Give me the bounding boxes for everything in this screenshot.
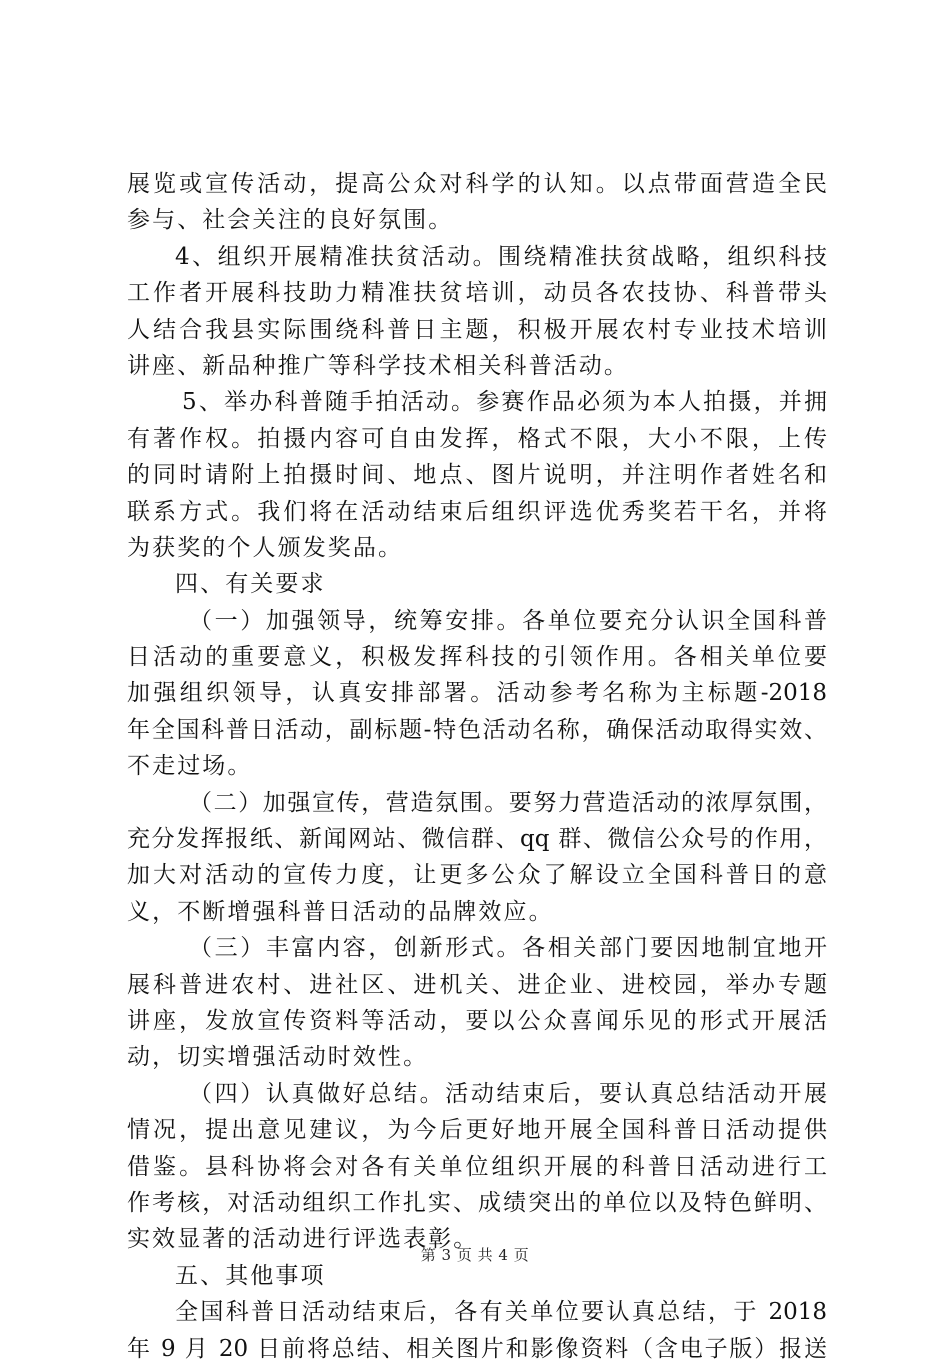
text-line: （四）认真做好总结。活动结束后，要认真总结活动开展 (189, 1080, 827, 1107)
text-line: 讲座，发放宣传资料等活动，要以公众喜闻乐见的形式开展活 (127, 1007, 827, 1034)
text-line: 日活动的重要意义，积极发挥科技的引领作用。各相关单位要 (127, 644, 827, 671)
text-line: 展科普进农村、进社区、进机关、进企业、进校园，举办专题 (127, 971, 827, 998)
text-line: 五、其他事项 (175, 1262, 326, 1289)
text-line: 加强组织领导，认真安排部署。活动参考名称为主标题-2018 (127, 680, 827, 707)
text-line: 年全国科普日活动，副标题-特色活动名称，确保活动取得实效、 (127, 716, 827, 743)
text-line: 工作者开展科技助力精准扶贫培训，动员各农技协、科普带头 (127, 280, 827, 307)
text-line: 不走过场。 (127, 753, 253, 780)
text-line: 为获奖的个人颁发奖品。 (127, 534, 404, 561)
text-line: 动，切实增强活动时效性。 (127, 1044, 429, 1071)
text-line: 联系方式。我们将在活动结束后组织评选优秀奖若干名，并将 (127, 498, 827, 525)
page-number-footer: 第 3 页 共 4 页 (420, 1246, 530, 1264)
text-line: 情况，提出意见建议，为今后更好地开展全国科普日活动提供 (127, 1117, 827, 1144)
text-line: 义，不断增强科普日活动的品牌效应。 (127, 898, 554, 925)
text-line: 有著作权。拍摄内容可自由发挥，格式不限，大小不限，上传 (127, 425, 827, 452)
text-line: 人结合我县实际围绕科普日主题，积极开展农村专业技术培训 (127, 316, 827, 343)
document-body (127, 166, 827, 1367)
text-line: 四、有关要求 (175, 571, 326, 598)
text-line: 作考核，对活动组织工作扎实、成绩突出的单位以及特色鲜明、 (127, 1189, 827, 1216)
text-line: 充分发挥报纸、新闻网站、微信群、qq 群、微信公众号的作用， (127, 826, 827, 853)
text-line: 展览或宣传活动，提高公众对科学的认知。以点带面营造全民 (127, 171, 827, 197)
text-line: 全国科普日活动结束后，各有关单位要认真总结，于 2018 (175, 1299, 827, 1326)
text-line: 的同时请附上拍摄时间、地点、图片说明，并注明作者姓名和 (127, 462, 827, 489)
text-line: 借鉴。县科协将会对各有关单位组织开展的科普日活动进行工 (127, 1153, 827, 1180)
text-line: 5、举办科普随手拍活动。参赛作品必须为本人拍摄，并拥 (182, 389, 827, 416)
text-line: 讲座、新品种推广等科学技术相关科普活动。 (127, 352, 629, 379)
text-line: （一）加强领导，统筹安排。各单位要充分认识全国科普 (189, 607, 827, 634)
text-line: （三）丰富内容，创新形式。各相关部门要因地制宜地开 (189, 935, 827, 962)
text-line: （二）加强宣传，营造氛围。要努力营造活动的浓厚氛围， (189, 789, 827, 816)
text-line: 年 9 月 20 日前将总结、相关图片和影像资料（含电子版）报送 (127, 1335, 827, 1362)
text-line: 实效显著的活动进行评选表彰。 (127, 1226, 479, 1253)
text-line: 加大对活动的宣传力度，让更多公众了解设立全国科普日的意 (127, 862, 827, 889)
text-line: 参与、社会关注的良好氛围。 (127, 207, 454, 234)
text-line: 4、组织开展精准扶贫活动。围绕精准扶贫战略，组织科技 (175, 243, 827, 270)
